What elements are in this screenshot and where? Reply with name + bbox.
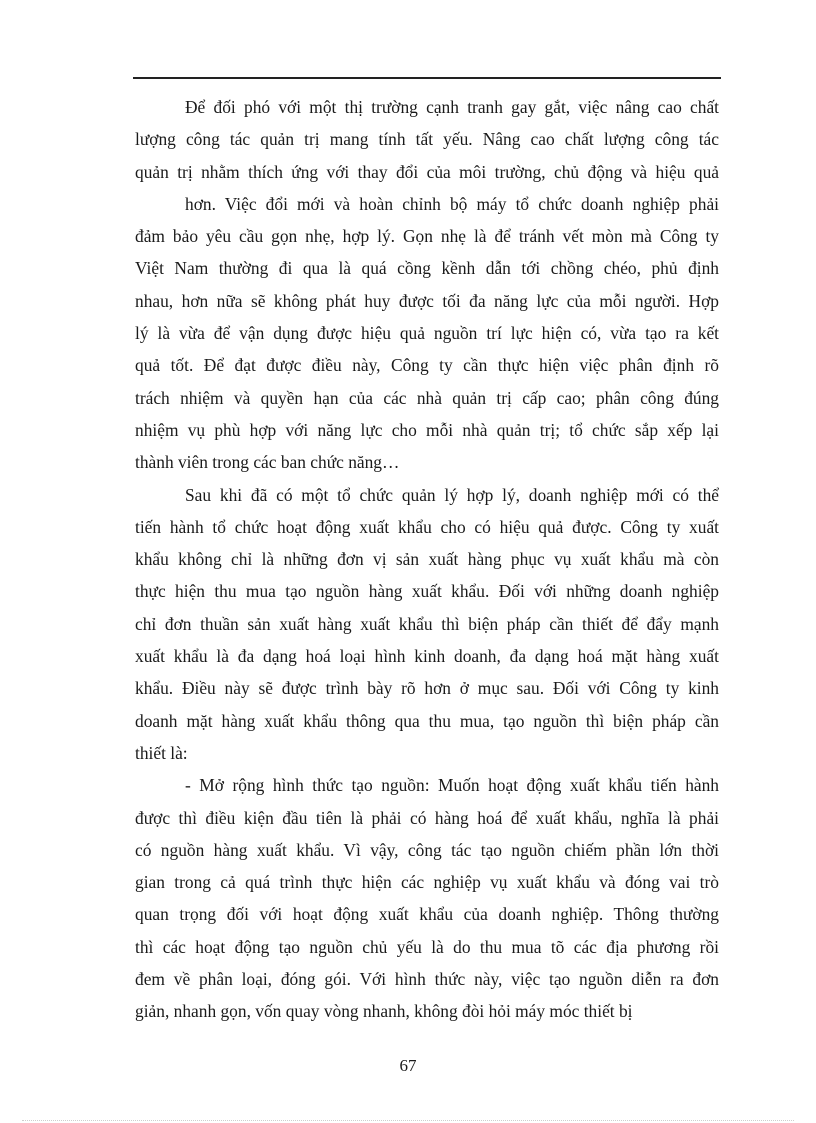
text-line: đảm bảo yêu cầu gọn nhẹ, hợp lý. Gọn nhẹ là để tránh vết mòn mà Công ty	[135, 226, 719, 247]
text-line: - Mở rộng hình thức tạo nguồn: Muốn hoạt động xuất khẩu tiến hành	[185, 775, 719, 796]
text-line: giản, nhanh gọn, vốn quay vòng nhanh, không đòi hỏi máy móc thiết bị	[135, 1001, 633, 1022]
text-line: doanh mặt hàng xuất khẩu thông qua thu mua, tạo nguồn thì biện pháp cần	[135, 710, 719, 731]
text-line: thực hiện thu mua tạo nguồn hàng xuất khẩu. Đối với những doanh nghiệp	[135, 581, 719, 602]
text-line: trách nhiệm và quyền hạn của các nhà quản trị cấp cao; phân công đúng	[135, 387, 719, 408]
text-line: quản trị nhằm thích ứng với thay đổi của môi trường, chủ động và hiệu quả	[135, 161, 719, 182]
text-line: thiết là:	[135, 742, 188, 763]
text-line: Việt Nam thường đi qua là quá cồng kềnh dẫn tới chồng chéo, phủ định	[135, 258, 719, 279]
text-line: khẩu không chỉ là những đơn vị sản xuất hàng phục vụ xuất khẩu mà còn	[135, 549, 719, 570]
text-line: tiến hành tổ chức hoạt động xuất khẩu cho có hiệu quả được. Công ty xuất	[135, 516, 719, 537]
body-text	[135, 91, 719, 1028]
text-line: gian trong cả quá trình thực hiện các nghiệp vụ xuất khẩu và đóng vai trò	[135, 872, 719, 893]
text-line: thì các hoạt động tạo nguồn chủ yếu là do thu mua tõ các địa phương rồi	[135, 936, 719, 957]
text-line: quả tốt. Để đạt được điều này, Công ty cần thực hiện việc phân định rõ	[135, 355, 719, 376]
footer-dotted-rule	[22, 1120, 794, 1121]
text-line: Sau khi đã có một tổ chức quản lý hợp lý, doanh nghiệp mới có thể	[185, 484, 719, 505]
text-line: khẩu. Điều này sẽ được trình bày rõ hơn ở mục sau. Đối với Công ty kinh	[135, 678, 719, 699]
page-number: 67	[399, 1056, 417, 1075]
text-line: có nguồn hàng xuất khẩu. Vì vậy, công tác tạo nguồn chiếm phần lớn thời	[135, 839, 719, 860]
text-line: Để đối phó với một thị trường cạnh tranh gay gắt, việc nâng cao chất	[185, 97, 719, 117]
text-line: lượng công tác quản trị mang tính tất yếu. Nâng cao chất lượng công tác	[135, 129, 719, 150]
text-line: xuất khẩu là đa dạng hoá loại hình kinh doanh, đa dạng hoá mặt hàng xuất	[135, 646, 719, 667]
header-rule	[133, 77, 721, 79]
text-line: đem về phân loại, đóng gói. Với hình thức này, việc tạo nguồn diễn ra đơn	[135, 969, 719, 990]
text-line: chỉ đơn thuần sản xuất hàng xuất khẩu thì biện pháp cần thiết để đẩy mạnh	[135, 613, 719, 634]
text-line: được thì điều kiện đầu tiên là phải có hàng hoá để xuất khẩu, nghĩa là phải	[135, 807, 719, 828]
text-line: nhau, hơn nữa sẽ không phát huy được tối đa năng lực của mỗi người. Hợp	[135, 290, 719, 311]
text-line: lý là vừa để vận dụng được hiệu quả nguồn trí lực hiện có, vừa tạo ra kết	[135, 323, 719, 344]
text-line: nhiệm vụ phù hợp với năng lực cho mỗi nhà quản trị; tổ chức sắp xếp lại	[135, 419, 719, 440]
text-line: quan trọng đối với hoạt động xuất khẩu của doanh nghiệp. Thông thường	[135, 904, 719, 925]
text-line: hơn. Việc đổi mới và hoàn chỉnh bộ máy tổ chức doanh nghiệp phải	[185, 193, 719, 214]
text-line: thành viên trong các ban chức năng…	[135, 452, 400, 473]
